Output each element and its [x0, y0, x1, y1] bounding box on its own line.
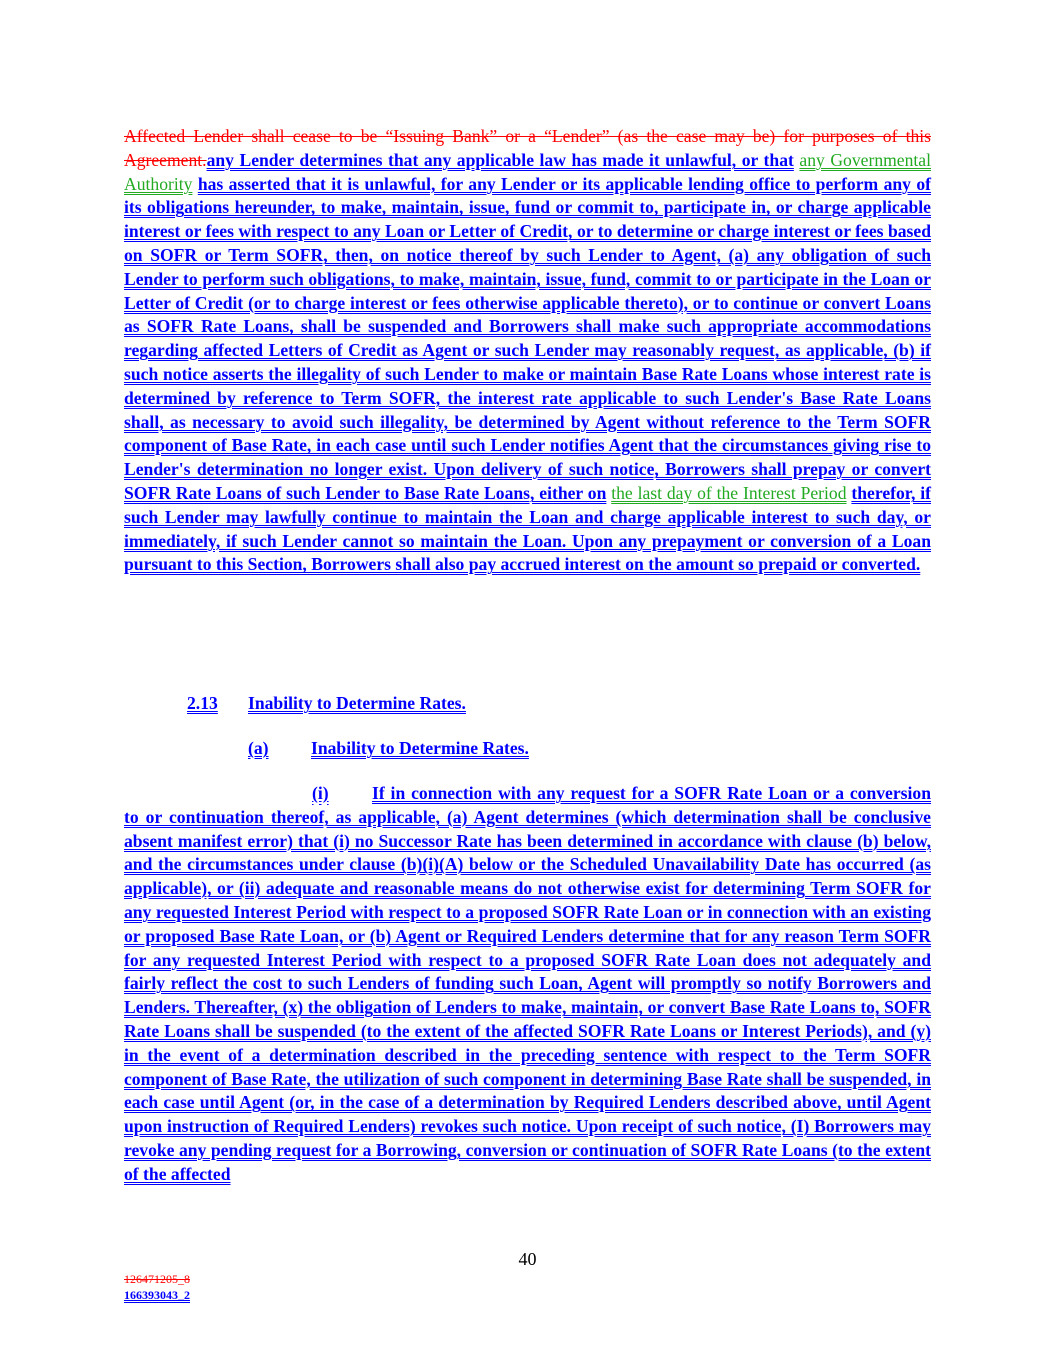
new-document-id: 166393043_2	[124, 1288, 190, 1302]
section-number: 2.13	[187, 693, 218, 713]
section-title: Inability to Determine Rates.	[248, 693, 466, 713]
inserted-text: therefor, if such Lender may lawfully continue to maintain the Loan and charge applicable interest to such day, or immediately, if such Lender cannot so maintain the Loan. Upon any prepayment or conversion of a Loan pursuant to this Section, Borrowers shall also pay accrued interest on the amount so prepaid or converted.	[124, 482, 931, 575]
page-number: 40	[518, 1249, 537, 1269]
moved-text: the last day of the Interest Period	[611, 482, 847, 503]
inserted-text: any Lender determines that any applicable law has made it unlawful, or that	[206, 149, 794, 170]
subsection-label: (a)	[248, 738, 269, 758]
clause-text: If in connection with any request for a SOFR Rate Loan or a conversion to or continuation thereof, as applicable, (a) Agent determines (which determination shall be conclusive absent manifest error) that (i) no Successor Rate has been determined in accordance with clause (b) below, and the circumstances under clause (b)(i)(A) below or the Scheduled Unavailability Date has occurred (as applicable), or (ii) adequate and reasonable means do not otherwise exist for determining Term SOFR for any requested Interest Period with respect to a proposed SOFR Rate Loan or in connection with an existing or proposed Base Rate Loan, or (b) Agent or Required Lenders determine that for any reason Term SOFR for any requested Interest Period with respect to a proposed SOFR Rate Loan does not adequately and fairly reflect the cost to such Lenders of funding such Loan, Agent will promptly so notify Borrowers and Lenders. Thereafter, (x) the obligation of Lenders to make, maintain, or convert Base Rate Loans to, SOFR Rate Loans shall be suspended (to the extent of the affected SOFR Rate Loans or Interest Periods), and (y) in the event of a determination described in the preceding sentence with respect to the Term SOFR component of Base Rate, the utilization of such component in determining Base Rate shall be suspended, in each case until Agent (or, in the case of a determination by Required Lenders described above, until Agent upon instruction of Required Lenders) revokes such notice. Upon receipt of such notice, (I) Borrowers may revoke any pending request for a Borrowing, conversion or continuation of SOFR Rate Loans (to the extent of the affected	[124, 783, 931, 1184]
paragraph-illegality	[124, 125, 931, 577]
clause-label: (i)	[312, 783, 329, 803]
inserted-text: has asserted that it is unlawful, for any Lender or its applicable lending office to perform any of its obligations hereunder, to make, maintain, issue, fund or commit to, participate in, or charge applicable interest or fees with respect to any Loan or Letter of Credit, or to determine or charge interest or fees based on SOFR or Term SOFR, then, on notice thereof by such Lender to Agent, (a) any obligation of such Lender to perform such obligations, to make, maintain, issue, fund, commit to or participate in the Loan or Letter of Credit (or to charge interest or fees otherwise applicable thereto), or to continue or convert Loans as SOFR Rate Loans, shall be suspended and Borrowers shall make such appropriate accommodations regarding affected Letters of Credit as Agent or such Lender may reasonably request, as applicable, (b) if such notice asserts the illegality of such Lender to make or maintain Base Rate Loans whose interest rate is determined by reference to Term SOFR, the interest rate applicable to such Lender's Base Rate Loans shall, as necessary to avoid such illegality, be determined by Agent without reference to the Term SOFR component of Base Rate, in each case until such Lender notifies Agent that the circumstances giving rise to Lender's determination no longer exist. Upon delivery of such notice, Borrowers shall prepay or convert SOFR Rate Loans of such Lender to Base Rate Loans, either on	[124, 173, 931, 503]
deleted-text: Affected Lender shall cease to be “Issuing Bank” or a “Lender” (as the case may be) for purposes of this Agreement.	[124, 126, 931, 170]
clause-i-paragraph	[124, 782, 931, 1187]
subsection-title: Inability to Determine Rates.	[311, 738, 529, 758]
moved-text: any Governmental Authority	[124, 149, 931, 194]
old-document-id: 126471205_8	[124, 1272, 190, 1286]
